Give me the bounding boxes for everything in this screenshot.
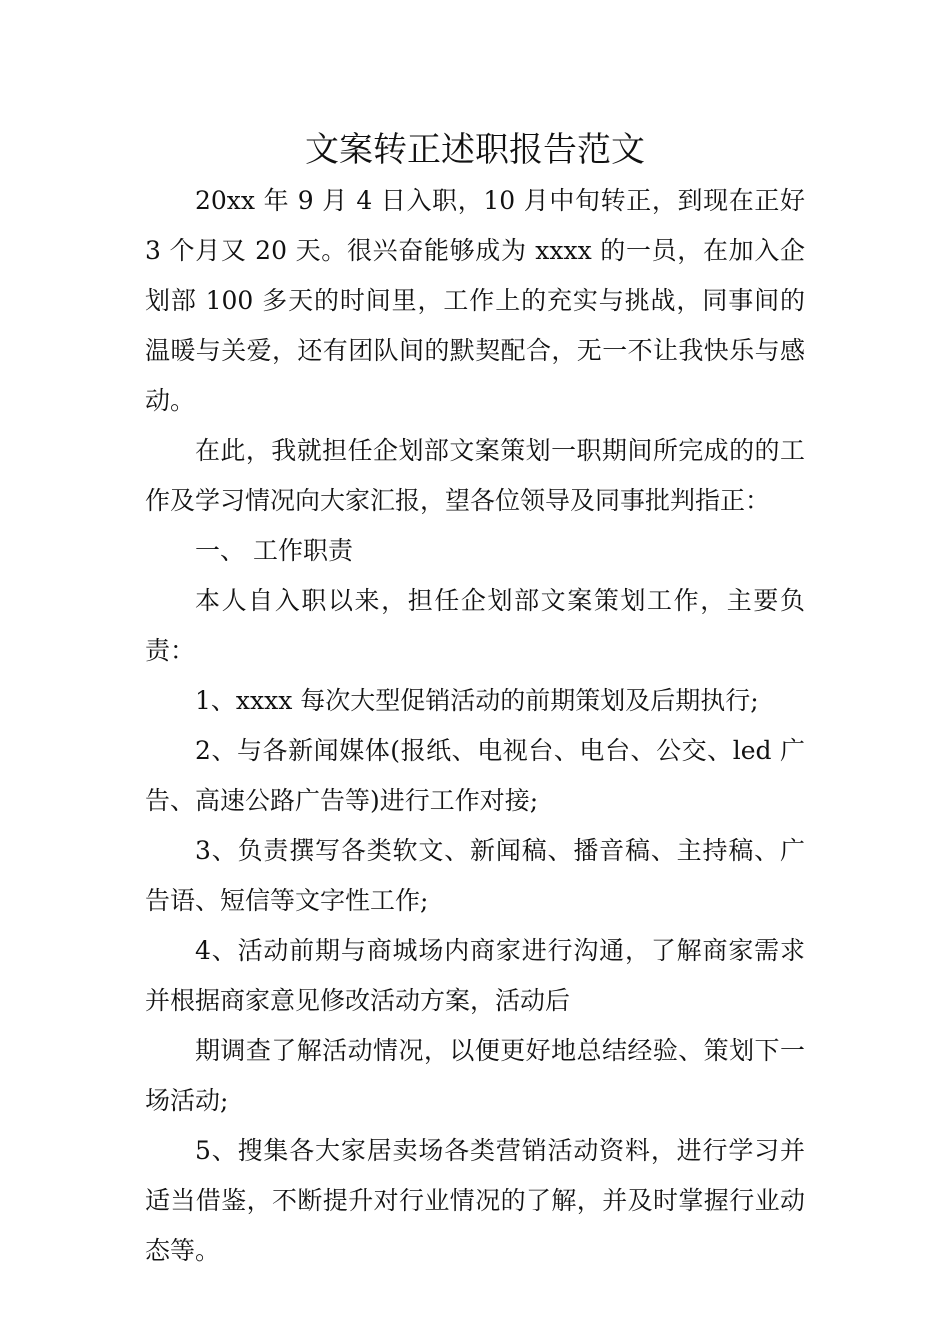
duty-item-1: 1、xxxx 每次大型促销活动的前期策划及后期执行; (195, 686, 759, 715)
duty-item-4-continued: 期调查了解活动情况，以便更好地总结经验、策划下一场活动; (145, 1036, 805, 1115)
document-body (145, 176, 805, 1276)
paragraph-intro: 20xx 年 9 月 4 日入职，10 月中旬转正，到现在正好 3 个月又 20 天。很兴奋能够成为 xxxx 的一员，在加入企划部 100 多天的时间里，工作上的充实与挑战，同事间的温暖与关爱，还有团队间的默契配合，无一不让我快乐与感动。 (145, 186, 805, 415)
duty-item-2: 2、与各新闻媒体(报纸、电视台、电台、公交、led 广告、高速公路广告等)进行工作对接; (145, 736, 805, 815)
duty-item-4: 4、活动前期与商城场内商家进行沟通，了解商家需求并根据商家意见修改活动方案，活动后 (145, 936, 805, 1015)
paragraph-duties-intro: 本人自入职以来，担任企划部文案策划工作，主要负责： (145, 586, 805, 665)
document-title: 文案转正述职报告范文 (305, 130, 645, 170)
duty-item-5: 5、搜集各大家居卖场各类营销活动资料，进行学习并适当借鉴，不断提升对行业情况的了解，并及时掌握行业动态等。 (145, 1136, 805, 1265)
section-heading-duties: 一、 工作职责 (195, 536, 353, 565)
paragraph-report-purpose: 在此，我就担任企划部文案策划一职期间所完成的的工作及学习情况向大家汇报，望各位领导及同事批判指正： (145, 436, 805, 515)
duty-item-3: 3、负责撰写各类软文、新闻稿、播音稿、主持稿、广告语、短信等文字性工作; (145, 836, 805, 915)
